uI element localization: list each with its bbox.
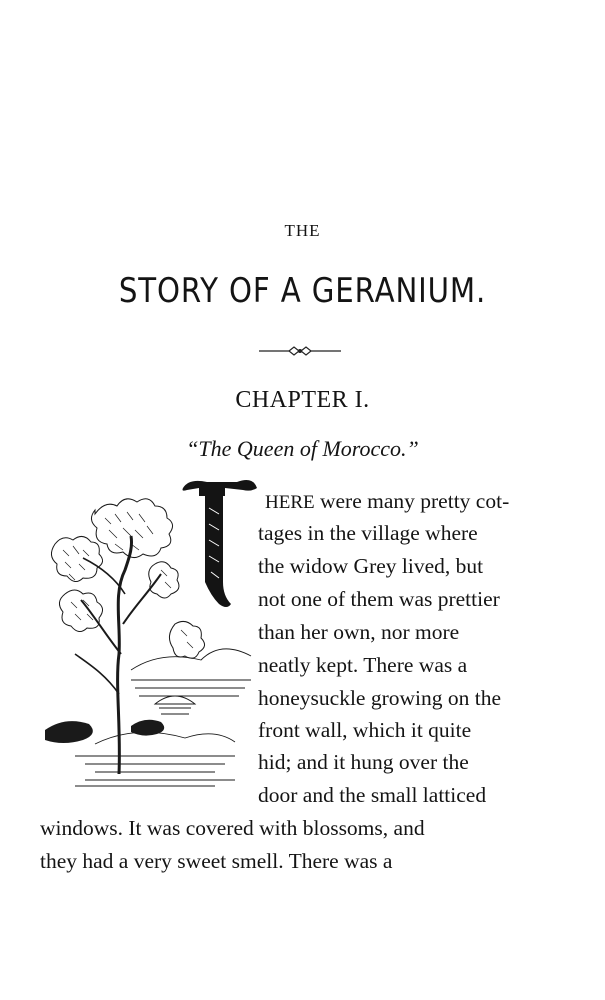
chapter-subtitle: “The Queen of Morocco.” <box>186 436 419 461</box>
title-ornament <box>255 343 345 359</box>
body-line-7: honeysuckle growing on the <box>258 686 502 710</box>
body-line-11: windows. It was covered with blossoms, and <box>40 816 425 840</box>
body-line-9: hid; and it hung over the <box>258 750 469 774</box>
body-line-6: neatly kept. There was a <box>258 653 468 677</box>
body-line-1 <box>265 491 509 513</box>
body-line-4: not one of them was prettier <box>258 587 500 611</box>
body-line-10: door and the small latticed <box>258 783 487 807</box>
page-title: STORY OF A GERANIUM. <box>118 271 487 311</box>
body-line-1-text: were many pretty cot- <box>319 489 510 513</box>
the-label: THE <box>284 221 321 240</box>
first-word-small-caps: HERE <box>265 492 315 513</box>
body-line-12: they had a very sweet smell. There was a <box>40 849 393 873</box>
drop-cap-letter <box>183 480 258 607</box>
body-line-8: front wall, which it quite <box>258 718 472 742</box>
body-line-3: the widow Grey lived, but <box>258 554 484 578</box>
body-line-5: than her own, nor more <box>258 620 460 644</box>
body-line-2: tages in the village where <box>258 521 478 545</box>
chapter-heading: CHAPTER I. <box>235 387 370 413</box>
drop-cap-illustration <box>35 474 265 792</box>
